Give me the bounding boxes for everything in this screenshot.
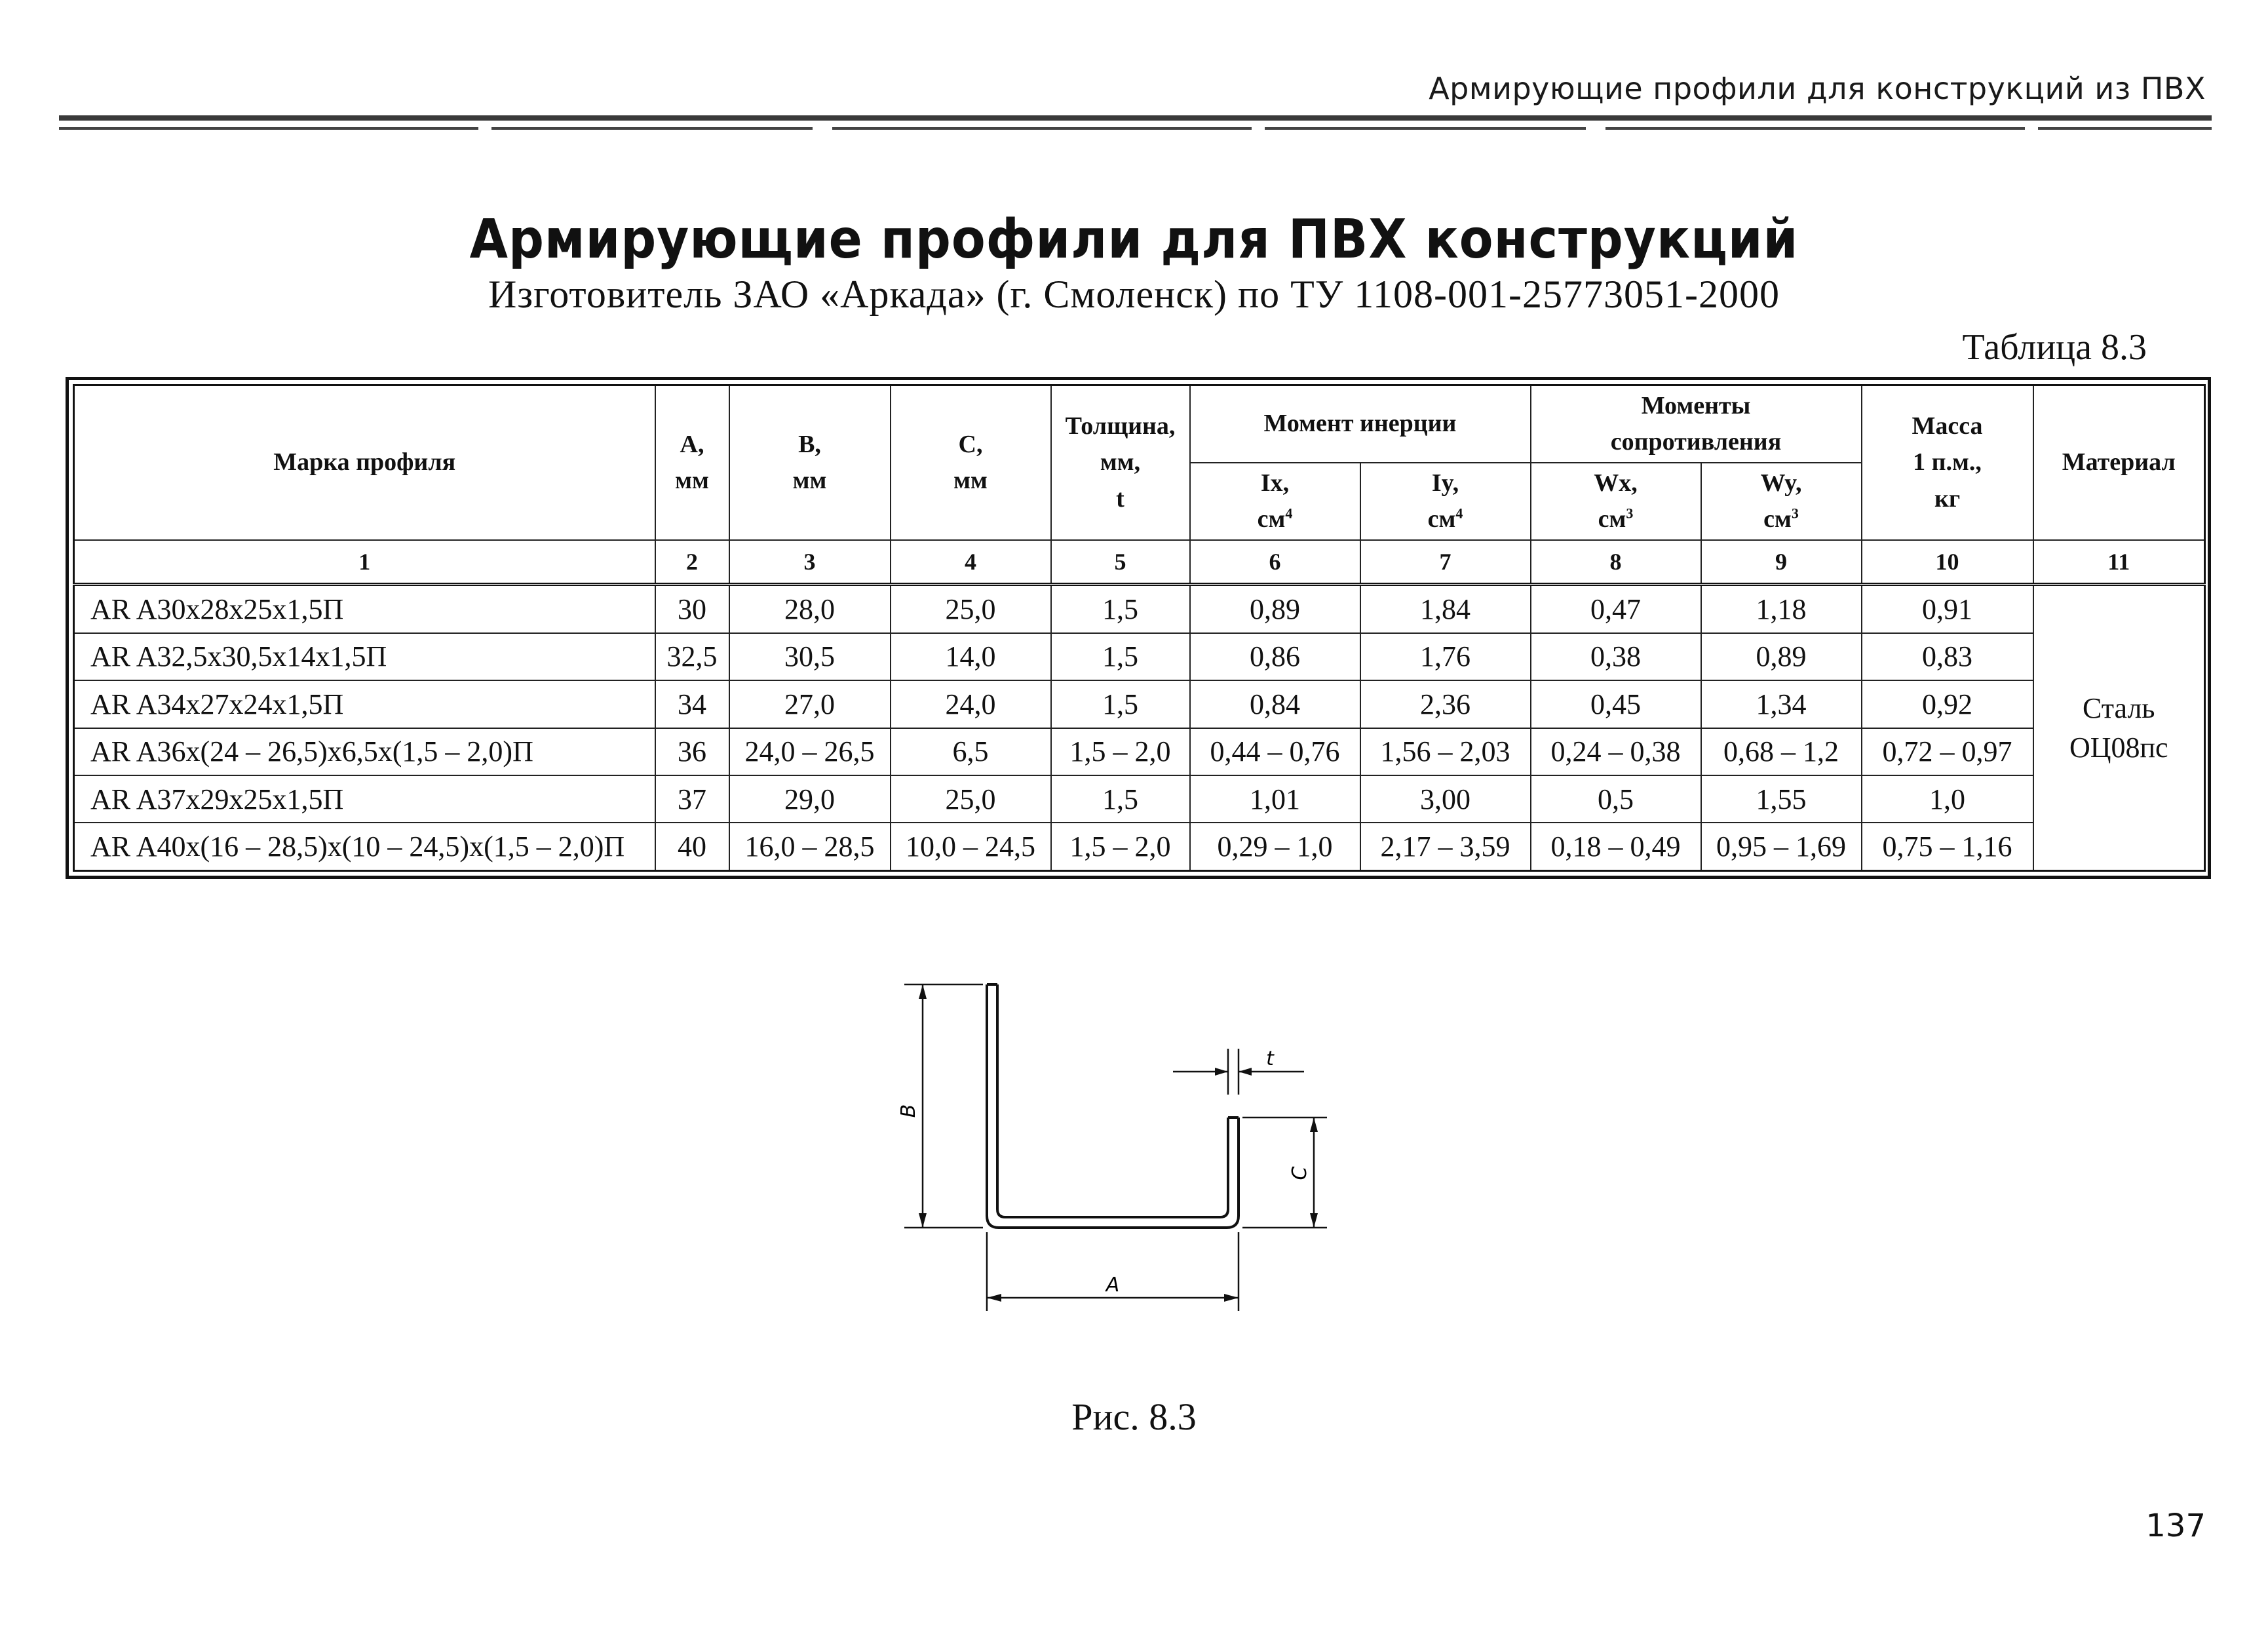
profiles-table bbox=[73, 384, 2206, 872]
cell-b: 24,0 – 26,5 bbox=[729, 728, 891, 775]
page-number: 137 bbox=[2145, 1508, 2206, 1544]
header-rule-dashed bbox=[59, 127, 2212, 130]
profile-mark: AR A37x29x25x1,5П bbox=[74, 775, 655, 823]
cell-b: 29,0 bbox=[729, 775, 891, 823]
column-number: 5 bbox=[1051, 540, 1190, 585]
cell-wy: 1,18 bbox=[1701, 585, 1862, 633]
cell-ix: 0,29 – 1,0 bbox=[1190, 823, 1360, 870]
cell-mass: 0,75 – 1,16 bbox=[1862, 823, 2033, 870]
cell-wy: 0,89 bbox=[1701, 633, 1862, 680]
header-thickness: Толщина, мм, t bbox=[1051, 385, 1190, 540]
column-number: 6 bbox=[1190, 540, 1360, 585]
table-row bbox=[74, 775, 2205, 823]
header-c: С, мм bbox=[891, 385, 1051, 540]
cell-wy: 1,34 bbox=[1701, 680, 1862, 728]
cell-c: 14,0 bbox=[891, 633, 1051, 680]
cell-b: 27,0 bbox=[729, 680, 891, 728]
cell-a: 30 bbox=[655, 585, 729, 633]
header-ix: Ix, $см^4$ bbox=[1190, 463, 1360, 540]
cell-c: 6,5 bbox=[891, 728, 1051, 775]
cell-thickness: 1,5 bbox=[1051, 585, 1190, 633]
column-number: 11 bbox=[2033, 540, 2205, 585]
cell-wy: 1,55 bbox=[1701, 775, 1862, 823]
profile-outline-inner bbox=[997, 984, 1228, 1217]
cell-thickness: 1,5 bbox=[1051, 680, 1190, 728]
cell-wx: 0,24 – 0,38 bbox=[1531, 728, 1701, 775]
profile-mark: AR A36x(24 – 26,5)x6,5x(1,5 – 2,0)П bbox=[74, 728, 655, 775]
cell-thickness: 1,5 – 2,0 bbox=[1051, 728, 1190, 775]
cell-iy: 1,84 bbox=[1360, 585, 1531, 633]
table-row bbox=[74, 823, 2205, 870]
cell-thickness: 1,5 bbox=[1051, 775, 1190, 823]
cell-mass: 0,72 – 0,97 bbox=[1862, 728, 2033, 775]
cell-material: Сталь ОЦ08пс bbox=[2033, 585, 2205, 871]
table-row bbox=[74, 633, 2205, 680]
profiles-table-frame bbox=[66, 377, 2211, 879]
cell-thickness: 1,5 – 2,0 bbox=[1051, 823, 1190, 870]
header-iy: Iy, $см^4$ bbox=[1360, 463, 1531, 540]
cell-ix: 0,84 bbox=[1190, 680, 1360, 728]
cell-c: 24,0 bbox=[891, 680, 1051, 728]
cell-a: 36 bbox=[655, 728, 729, 775]
dimension-label-b: B bbox=[897, 1104, 920, 1118]
profile-outline-outer bbox=[987, 984, 1239, 1228]
header-a: А, мм bbox=[655, 385, 729, 540]
cell-wx: 0,18 – 0,49 bbox=[1531, 823, 1701, 870]
dimension-label-c: C bbox=[1288, 1166, 1311, 1180]
cell-mass: 0,91 bbox=[1862, 585, 2033, 633]
profile-mark: AR A34x27x24x1,5П bbox=[74, 680, 655, 728]
cell-a: 32,5 bbox=[655, 633, 729, 680]
column-number: 4 bbox=[891, 540, 1051, 585]
cell-ix: 0,86 bbox=[1190, 633, 1360, 680]
header-mass: Масса 1 п.м., кг bbox=[1862, 385, 2033, 540]
dimension-label-a: A bbox=[1105, 1274, 1120, 1296]
header-b: В, мм bbox=[729, 385, 891, 540]
cell-b: 30,5 bbox=[729, 633, 891, 680]
cell-wx: 0,5 bbox=[1531, 775, 1701, 823]
profile-mark: AR A32,5x30,5x14x1,5П bbox=[74, 633, 655, 680]
cell-ix: 0,89 bbox=[1190, 585, 1360, 633]
column-number: 7 bbox=[1360, 540, 1531, 585]
dimension-label-t: t bbox=[1266, 1047, 1274, 1070]
profile-mark: AR A40x(16 – 28,5)x(10 – 24,5)x(1,5 – 2,0)П bbox=[74, 823, 655, 870]
cell-thickness: 1,5 bbox=[1051, 633, 1190, 680]
profile-mark: AR A30x28x25x1,5П bbox=[74, 585, 655, 633]
header-resistance: Моменты сопротивления bbox=[1531, 385, 1862, 463]
cell-wx: 0,47 bbox=[1531, 585, 1701, 633]
cell-iy: 1,56 – 2,03 bbox=[1360, 728, 1531, 775]
cell-ix: 0,44 – 0,76 bbox=[1190, 728, 1360, 775]
cell-c: 25,0 bbox=[891, 585, 1051, 633]
cell-wx: 0,45 bbox=[1531, 680, 1701, 728]
column-number: 3 bbox=[729, 540, 891, 585]
cell-iy: 1,76 bbox=[1360, 633, 1531, 680]
table-label: Таблица 8.3 bbox=[1962, 327, 2147, 368]
header-wy: Wy, $см^3$ bbox=[1701, 463, 1862, 540]
cell-wx: 0,38 bbox=[1531, 633, 1701, 680]
cell-c: 25,0 bbox=[891, 775, 1051, 823]
column-number: 10 bbox=[1862, 540, 2033, 585]
cell-iy: 3,00 bbox=[1360, 775, 1531, 823]
cell-b: 16,0 – 28,5 bbox=[729, 823, 891, 870]
header-wx: Wx, $см^3$ bbox=[1531, 463, 1701, 540]
cell-wy: 0,68 – 1,2 bbox=[1701, 728, 1862, 775]
cell-ix: 1,01 bbox=[1190, 775, 1360, 823]
cell-mass: 0,92 bbox=[1862, 680, 2033, 728]
table-row bbox=[74, 680, 2205, 728]
page-title: Армирующие профили для ПВХ конструкций bbox=[469, 208, 1799, 271]
profile-drawing bbox=[891, 977, 1350, 1331]
table-row bbox=[74, 728, 2205, 775]
page-subtitle: Изготовитель ЗАО «Аркада» (г. Смоленск) по ТУ 1108-001-25773051-2000 bbox=[488, 273, 1780, 316]
cell-b: 28,0 bbox=[729, 585, 891, 633]
cell-wy: 0,95 – 1,69 bbox=[1701, 823, 1862, 870]
header-rule bbox=[59, 115, 2212, 121]
column-number: 2 bbox=[655, 540, 729, 585]
cell-a: 34 bbox=[655, 680, 729, 728]
column-number: 9 bbox=[1701, 540, 1862, 585]
cell-mass: 0,83 bbox=[1862, 633, 2033, 680]
header-inertia: Момент инерции bbox=[1190, 385, 1531, 463]
running-title: Армирующие профили для конструкций из ПВХ bbox=[1429, 71, 2206, 106]
cell-a: 37 bbox=[655, 775, 729, 823]
figure-caption: Рис. 8.3 bbox=[1071, 1395, 1197, 1438]
cell-c: 10,0 – 24,5 bbox=[891, 823, 1051, 870]
cell-mass: 1,0 bbox=[1862, 775, 2033, 823]
table-row bbox=[74, 585, 2205, 633]
cell-a: 40 bbox=[655, 823, 729, 870]
column-numbers-row bbox=[74, 540, 2205, 585]
column-number: 8 bbox=[1531, 540, 1701, 585]
cell-iy: 2,17 – 3,59 bbox=[1360, 823, 1531, 870]
header-mark: Марка профиля bbox=[74, 385, 655, 540]
header-material: Материал bbox=[2033, 385, 2205, 540]
cell-iy: 2,36 bbox=[1360, 680, 1531, 728]
column-number: 1 bbox=[74, 540, 655, 585]
